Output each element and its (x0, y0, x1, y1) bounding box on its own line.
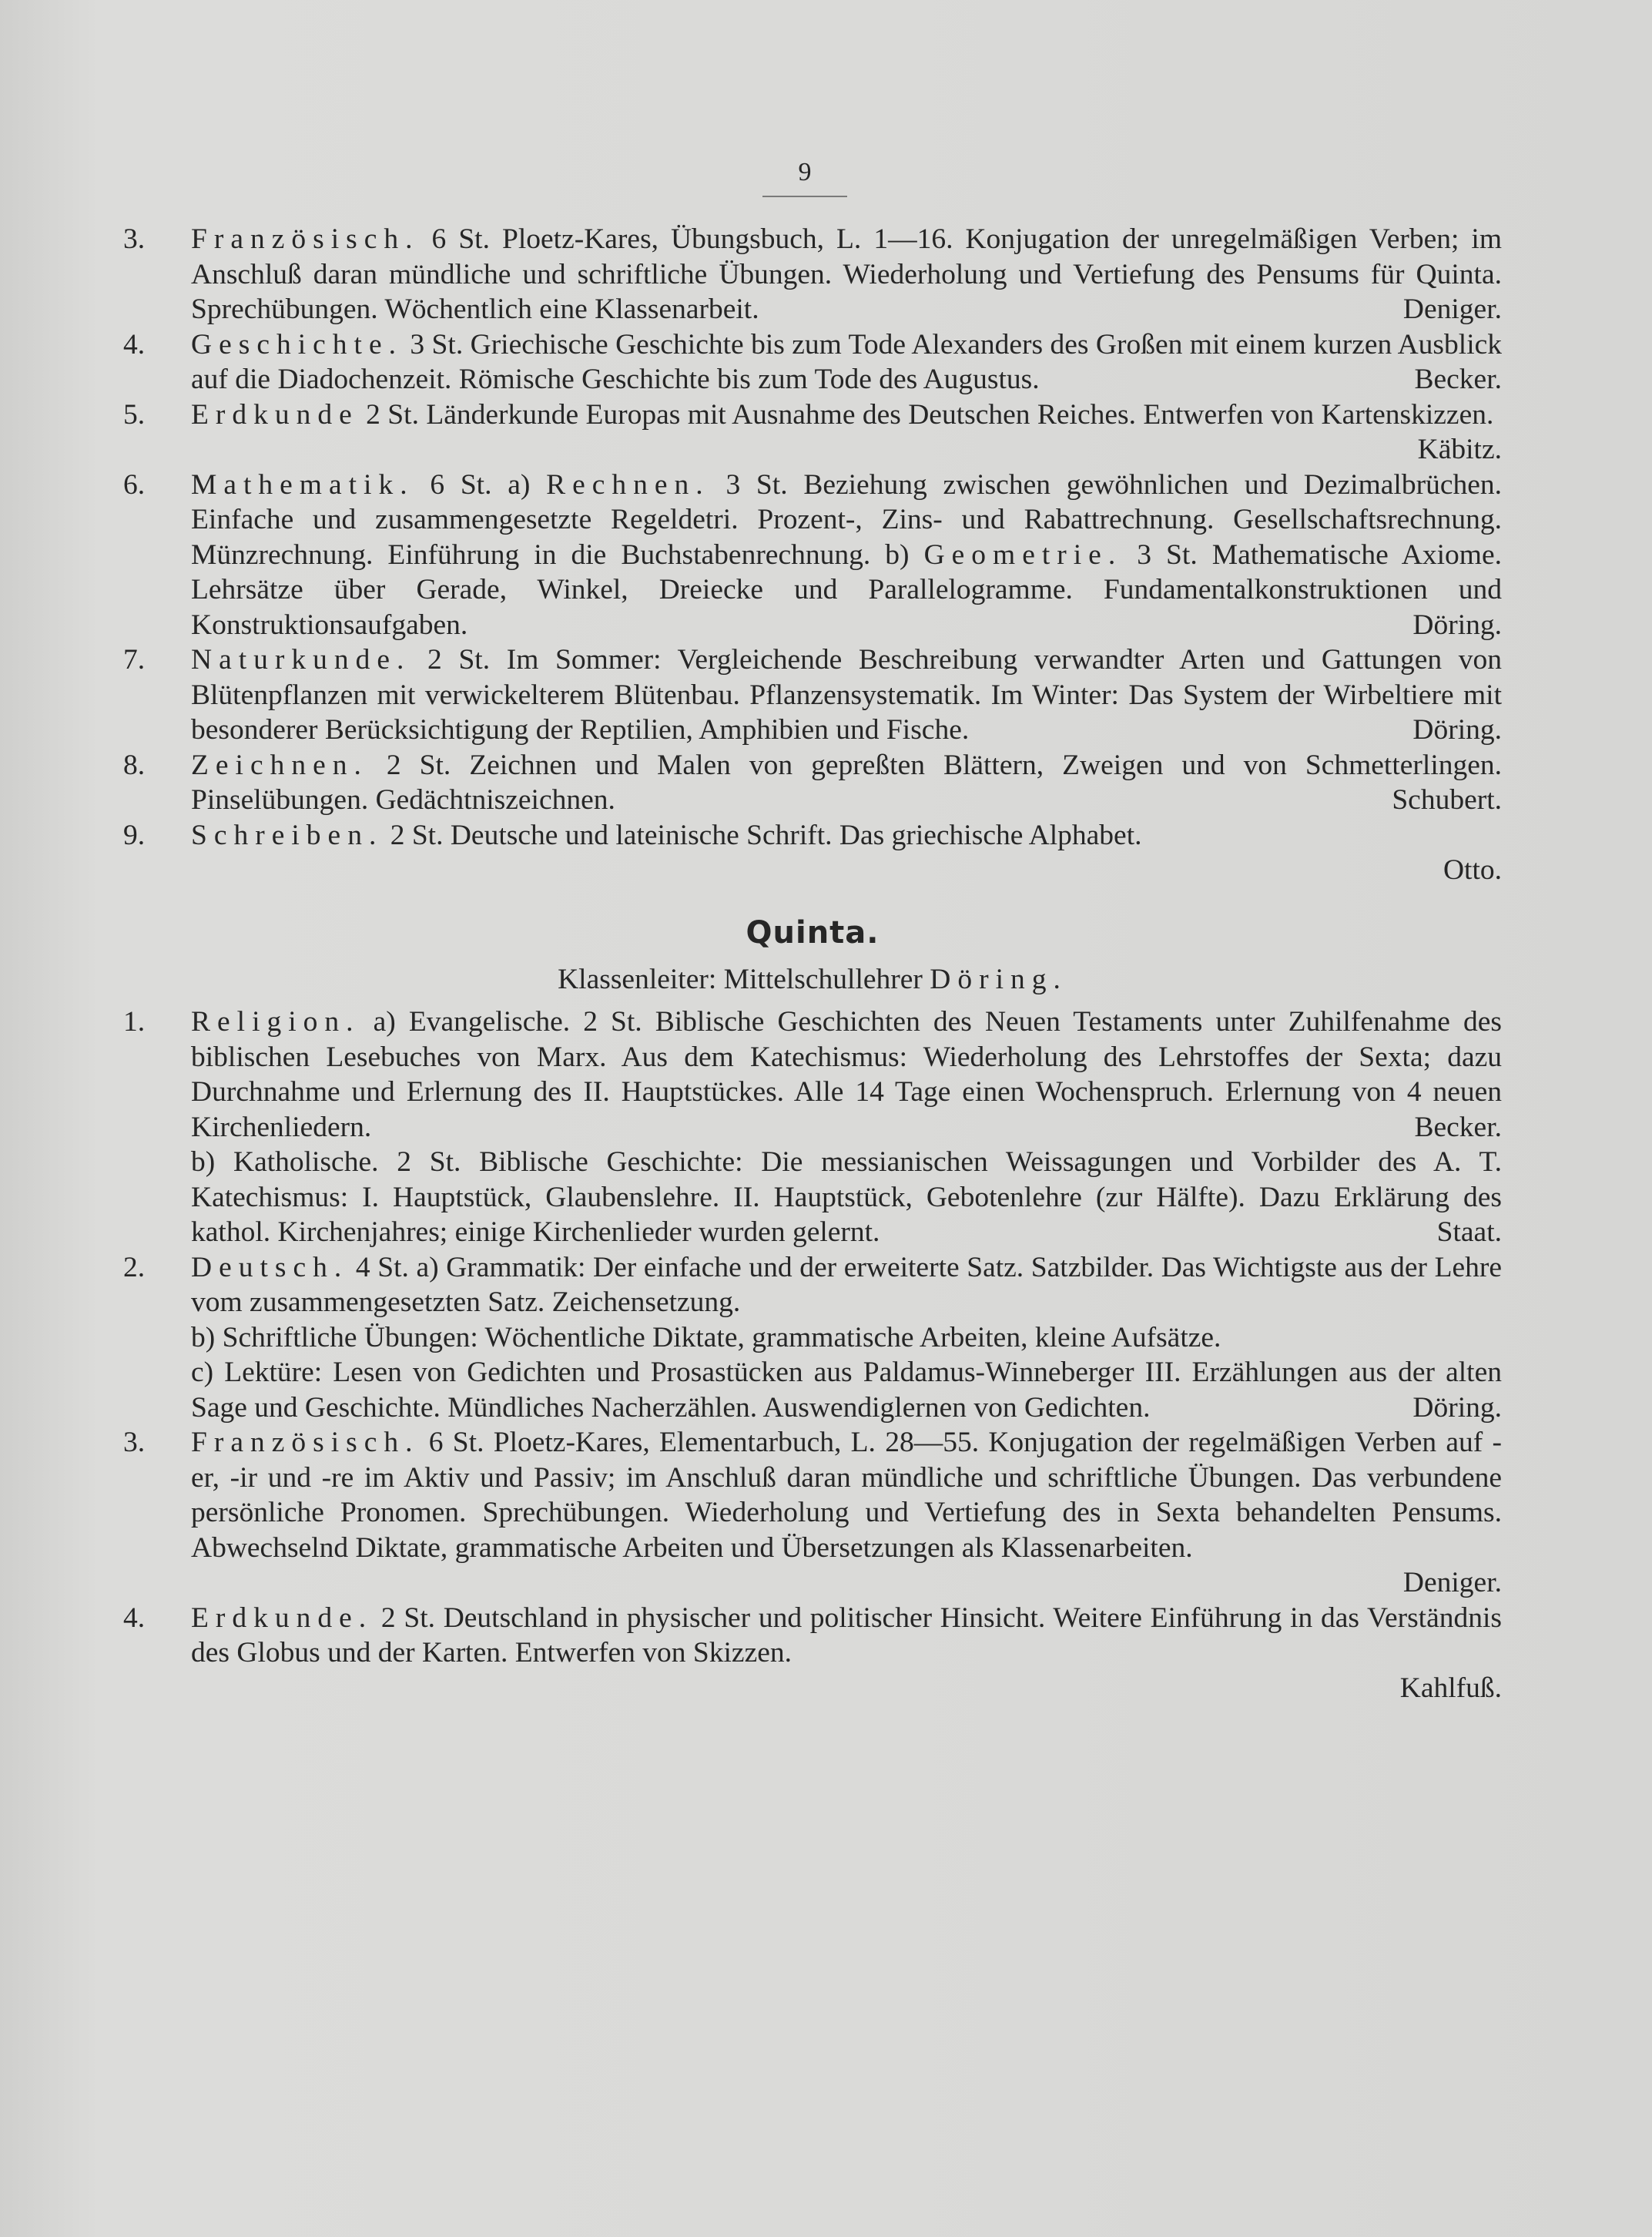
class-leader-line (123, 962, 1502, 998)
page-number-rule (762, 196, 847, 197)
entry-franzoesisch-sexta (123, 222, 1502, 327)
entry-body-schriftlich: b) Schriftliche Übungen: Wöchentliche Diktate, grammatische Arbeiten, kleine Aufsätze. (191, 1321, 1221, 1353)
entry-body: 3 St. Griechische Geschichte bis zum Tode Alexanders des Großen mit einem kurzen Ausblick auf die Diadochenzeit. Römische Geschichte bis zum Tode des Augustus. (191, 328, 1503, 395)
teacher-name: Deniger. (1402, 1567, 1502, 1598)
entry-schreiben (123, 818, 1502, 888)
entry-body: 2 St. Im Sommer: Vergleichende Beschreibung verwandter Arten und Gattungen von Blütenpflanzen mit verwickelterem Blütenbau. Pflanzensystematik. Im Winter: Das System der Wirbeltiere mit besonderer Berücksichtigung der Reptilien, Amphibien und Fische. (191, 644, 1502, 746)
entry-erdkunde-sexta (123, 397, 1502, 468)
entry-body: 2 St. Deutsche und lateinische Schrift. Das griechische Alphabet. (390, 819, 1142, 851)
entry-body-lektuere: c) Lektüre: Lesen von Gedichten und Prosastücken aus Paldamus-Winneberger III. Erzählungen aus der alten Sage und Geschichte. Mündliches Nacherzählen. Auswendiglernen von Gedichten. (191, 1357, 1502, 1424)
subject-subtitle-geometrie: Geometrie. (923, 538, 1123, 571)
teacher-name: Becker. (1414, 364, 1502, 395)
entry-deutsch (123, 1250, 1502, 1426)
entry-number: 6. (123, 468, 146, 501)
entry-body: 2 St. Zeichnen und Malen von gepreßten Blättern, Zweigen und von Schmetterlingen. Pinselübungen. Gedächtniszeichnen. (191, 749, 1503, 816)
entry-body-katholisch: b) Katholische. 2 St. Biblische Geschichte: Die messianischen Weissagungen und Vorbilder des A. T. Katechismus: I. Hauptstück, Glaubenslehre. II. Hauptstück, Gebotenlehre (zur Hälfte). Dazu Erklärung des kathol. Kirchenjahres; einige Kirchenlieder wurden gelernt. (191, 1146, 1502, 1248)
subject-title: Schreiben. (191, 819, 384, 851)
entry-geschichte (123, 327, 1502, 397)
entry-erdkunde-quinta (123, 1601, 1502, 1706)
entry-number: 1. (123, 1006, 146, 1038)
subject-subtitle-rechnen: Rechnen. (546, 468, 710, 501)
teacher-name: Döring. (1412, 1391, 1502, 1424)
teacher-name: Käbitz. (1417, 434, 1502, 465)
body-text (123, 222, 1502, 1705)
entry-body: 2 St. Deutschland in physischer und politischer Hinsicht. Weitere Einführung in das Verständnis des Globus und der Karten. Entwerfen von Skizzen. (191, 1601, 1503, 1669)
entry-zeichnen (123, 748, 1502, 818)
teacher-name: Becker. (1414, 1111, 1502, 1143)
entry-franzoesisch-quinta (123, 1425, 1502, 1601)
entry-naturkunde (123, 642, 1502, 748)
subject-title: Zeichnen. (191, 749, 368, 781)
teacher-name: Döring. (1412, 714, 1502, 746)
entry-number: 4. (123, 1601, 146, 1634)
entry-body: 3 St. Mathematische Axiome. Lehrsätze über Gerade, Winkel, Dreiecke und Parallelogramme. Fundamentalkonstruktionen und Konstruktionsaufgaben. (191, 538, 1502, 641)
subject-title: Geschichte. (191, 328, 403, 361)
subject-title: Religion. (191, 1006, 360, 1038)
entry-number: 4. (123, 328, 146, 361)
entry-body: 4 St. a) Grammatik: Der einfache und der erweiterte Satz. Satzbilder. Das Wichtigste aus der Lehre vom zusammengesetzten Satz. Zeichensetzung. (191, 1251, 1503, 1318)
teacher-name: Otto. (1443, 854, 1502, 886)
subject-title: Französisch. (191, 223, 420, 255)
entry-body: 6 St. Ploetz-Kares, Übungsbuch, L. 1—16. Konjugation der unregelmäßigen Verben; im Anschluß daran mündliche und schriftliche Übungen. Wiederholung und Vertiefung des Pensums für Quinta. Sprechübungen. Wöchentlich eine Klassenarbeit. (191, 223, 1503, 325)
subject-title: Mathematik. (191, 468, 414, 501)
subject-title: Erdkunde. (191, 1601, 374, 1634)
entry-number: 9. (123, 819, 146, 851)
entry-number: 8. (123, 749, 146, 781)
subject-title: Erdkunde (191, 398, 359, 431)
teacher-name: Deniger. (1402, 293, 1502, 325)
class-leader-name: Döring. (930, 963, 1067, 995)
subject-title: Deutsch. (191, 1251, 349, 1283)
teacher-name: Kahlfuß. (1399, 1672, 1502, 1704)
entry-body: 6 St. a) (430, 468, 531, 501)
entry-body: a) Evangelische. 2 St. Biblische Geschichten des Neuen Testaments unter Zuhilfenahme des biblischen Lesebuches von Marx. Aus dem Katechismus: Wiederholung des Lehrstoffes der Sexta; dazu Durchnahme und Erlernung des II. Hauptstückes. Alle 14 Tage einen Wochenspruch. Erlernung von 4 neuen Kirchenliedern. (191, 1006, 1502, 1143)
entry-body: 6 St. Ploetz-Kares, Elementarbuch, L. 28—55. Konjugation der regelmäßigen Verben auf -er, -ir und -re im Aktiv und Passiv; im Anschluß daran mündliche und schriftliche Übungen. Das verbundene persönliche Pronomen. Sprechübungen. Wiederholung und Vertiefung des in Sexta behandelten Pensums. Abwechselnd Diktate, grammatische Arbeiten und Übersetzungen als Klassenarbeiten. (191, 1427, 1502, 1564)
class-leader-label: Klassenleiter: Mittelschullehrer (558, 963, 923, 995)
teacher-name: Schubert. (1392, 784, 1502, 816)
subject-title: Naturkunde. (191, 644, 411, 676)
entry-number: 3. (123, 223, 146, 255)
page-number: 9 (798, 158, 812, 186)
teacher-name: Staat. (1436, 1216, 1502, 1248)
entry-religion (123, 1004, 1502, 1250)
entry-mathematik (123, 468, 1502, 643)
entry-body: 3 St. Beziehung zwischen gewöhnlichen und Dezimalbrüchen. Einfache und zusammengesetzte Regeldetri. Prozent-, Zins- und Rabattrechnung. Gesellschaftsrechnung. Münzrechnung. Einführung in die Buchstabenrechnung. b) (191, 468, 1502, 571)
section-heading-quinta: Quinta. (746, 914, 880, 951)
subject-title: Französisch. (191, 1427, 420, 1458)
teacher-name: Döring. (1412, 609, 1502, 641)
entry-number: 3. (123, 1427, 146, 1458)
entry-body: 2 St. Länderkunde Europas mit Ausnahme des Deutschen Reiches. Entwerfen von Kartenskizzen. (366, 398, 1494, 431)
entry-number: 5. (123, 398, 146, 431)
entry-number: 2. (123, 1251, 146, 1283)
entry-number: 7. (123, 644, 146, 676)
